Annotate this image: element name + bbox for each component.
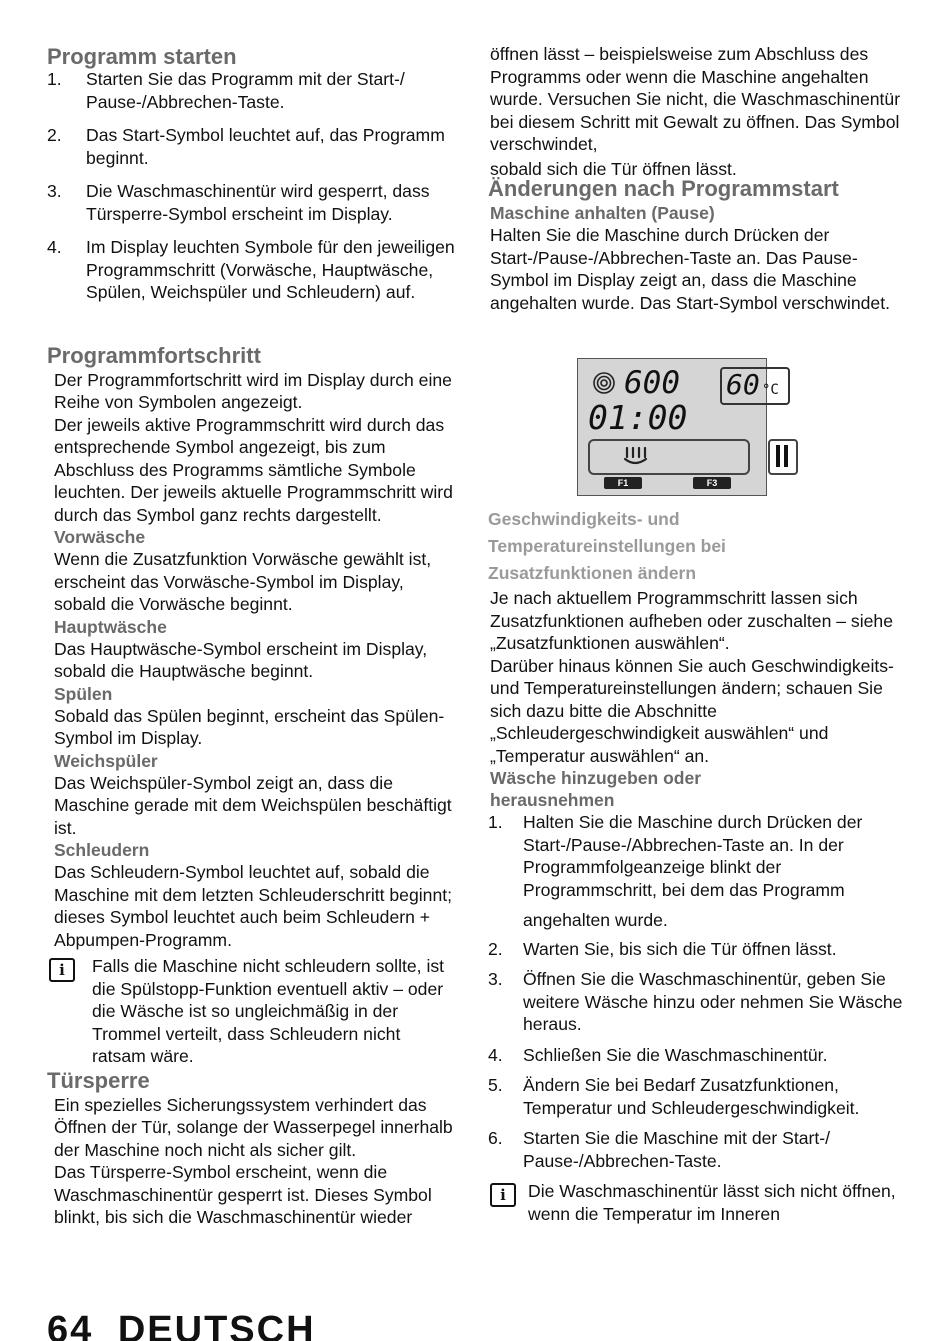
paragraph: Ein spezielles Sicherungssystem verhindert das Öffnen der Tür, solange der Wasserpegel innerhalb der Maschine noch nicht als sicher gilt. bbox=[54, 1094, 453, 1160]
left-column bbox=[47, 0, 457, 1229]
footer-language: DEUTSCH bbox=[117, 1309, 316, 1341]
list-item: 3. Öffnen Sie die Waschmaschinentür, geben Sie weitere Wäsche hinzu oder nehmen Sie Wäsche heraus. bbox=[488, 969, 903, 1034]
paragraph: Halten Sie die Maschine durch Drücken der Start-/Pause-/Abbrechen-Taste an. Das Pause-Symbol im Display zeigt an, dass die Maschine angehalten wurde. Das Start-Symbol verschwindet. bbox=[490, 225, 890, 313]
info-icon: i bbox=[49, 958, 75, 982]
laundry-steps-list bbox=[488, 811, 908, 1172]
section-title-programm-starten: Programm starten bbox=[47, 44, 237, 69]
subheading-speed: Geschwindigkeits- und Temperatureinstellungen bei Zusatzfunktionen ändern bbox=[488, 509, 726, 583]
paragraph: Darüber hinaus können Sie auch Geschwindigkeits- und Temperatureinstellungen ändern; schauen Sie sich dazu bitte die Abschnitte „Schleudergeschwindigkeit auswählen“ und „Temperatur auswählen“ an. bbox=[490, 655, 894, 766]
subheading-laundry: Wäsche hinzugeben oder herausnehmen bbox=[490, 768, 701, 810]
pause-symbol bbox=[768, 439, 798, 475]
paragraph: Sobald das Spülen beginnt, erscheint das Spülen-Symbol im Display. bbox=[54, 705, 445, 748]
list-item: 5. Ändern Sie bei Bedarf Zusatzfunktionen, Temperatur und Schleudergeschwindigkeit. bbox=[488, 1075, 860, 1118]
right-column bbox=[488, 0, 908, 1225]
subheading-hauptwaesche: Hauptwäsche bbox=[54, 616, 167, 637]
section-title-aenderungen: Änderungen nach Programmstart bbox=[488, 176, 839, 201]
list-item: 2. Das Start-Symbol leuchtet auf, das Programm beginnt. bbox=[47, 125, 445, 168]
paragraph: öffnen lässt – beispielsweise zum Abschluss des Programms oder wenn die Maschine angehalten wurde. Versuchen Sie nicht, die Waschmaschinentür bei diesem Schritt mit Gewalt zu öffnen. Das Symbol verschwindet, bbox=[490, 44, 901, 154]
list-item: 1. Halten Sie die Maschine durch Drücken der Start-/Pause-/Abbrechen-Taste an. In der Programmfolgeanzeige blinkt der Programmschritt, bei dem das Programm angehalten wurde. bbox=[488, 812, 863, 930]
f1-button[interactable]: F1 bbox=[604, 477, 642, 489]
section-title-programmfortschritt: Programmfortschritt bbox=[47, 342, 261, 368]
section-title-tuersperre: Türsperre bbox=[47, 1067, 150, 1093]
subheading-weichspueler: Weichspüler bbox=[54, 750, 158, 771]
list-item: 4. Im Display leuchten Symbole für den jeweiligen Programmschritt (Vorwäsche, Hauptwäsche, Spülen, Weichspüler und Schleudern) auf. bbox=[47, 237, 455, 302]
spin-icon bbox=[592, 371, 616, 395]
list-item: 6. Starten Sie die Maschine mit der Start-/ Pause-/Abbrechen-Taste. bbox=[488, 1128, 831, 1171]
time-readout: 01:00 bbox=[588, 398, 688, 437]
paragraph: Wenn die Zusatzfunktion Vorwäsche gewählt ist, erscheint das Vorwäsche-Symbol im Display, sobald die Vorwäsche beginnt. bbox=[54, 549, 432, 614]
paragraph: Der jeweils aktive Programmschritt wird durch das entsprechende Symbol angezeigt, bis zum Abschluss des Programms sämtliche Symbole leuchten. Der jeweils aktuelle Programmschritt wird durch das Symbol ganz rechts dargestellt. bbox=[54, 414, 453, 525]
info-note: i Falls die Maschine nicht schleudern sollte, ist die Spülstopp-Funktion eventuell aktiv – oder die Wäsche ist so ungleichmäßig in der Trommel verteilt, dass Schleudern nicht ratsam wäre. bbox=[47, 955, 457, 1068]
list-item: 2. Warten Sie, bis sich die Tür öffnen lässt. bbox=[488, 938, 837, 959]
info-note: i Die Waschmaschinentür lässt sich nicht öffnen, wenn die Temperatur im Inneren bbox=[488, 1180, 908, 1225]
page-number: 64 bbox=[47, 1309, 94, 1341]
paragraph: Das Weichspüler-Symbol zeigt an, dass die Maschine gerade mit dem Weichspülen beschäftigt ist. bbox=[54, 772, 452, 838]
temperature-unit: °C bbox=[762, 382, 779, 398]
f3-button[interactable]: F3 bbox=[693, 477, 731, 489]
temperature-readout: 60 bbox=[726, 368, 760, 401]
start-steps-list bbox=[47, 68, 457, 304]
info-icon: i bbox=[490, 1183, 516, 1207]
paragraph: Das Türsperre-Symbol erscheint, wenn die Waschmaschinentür gesperrt ist. Dieses Symbol blinkt, bis sich die Waschmaschinentür wieder bbox=[54, 1162, 432, 1227]
paragraph: Das Schleudern-Symbol leuchtet auf, sobald die Maschine mit dem letzten Schleuderschritt beginnt; dieses Symbol leuchtet auch beim Schleudern + Abpumpen-Programm. bbox=[54, 862, 453, 950]
paragraph: Der Programmfortschritt wird im Display durch eine Reihe von Symbolen angezeigt. bbox=[54, 369, 452, 412]
page-footer bbox=[47, 1300, 316, 1341]
subheading-spuelen: Spülen bbox=[54, 683, 113, 704]
list-item: 4. Schließen Sie die Waschmaschinentür. bbox=[488, 1044, 828, 1065]
temperature-box bbox=[720, 367, 790, 405]
subheading-vorwaesche: Vorwäsche bbox=[54, 527, 146, 547]
paragraph: Das Hauptwäsche-Symbol erscheint im Display, sobald die Hauptwäsche beginnt. bbox=[54, 638, 428, 681]
paragraph: Je nach aktuellem Programmschritt lassen sich Zusatzfunktionen aufheben oder zuschalten – siehe „Zusatzfunktionen auswählen“. bbox=[490, 588, 893, 653]
spin-speed-readout: 600 bbox=[624, 365, 680, 401]
washer-display-panel bbox=[577, 358, 779, 496]
list-item: 1. Starten Sie das Programm mit der Start-/ Pause-/Abbrechen-Taste. bbox=[47, 69, 405, 112]
subheading-schleudern: Schleudern bbox=[54, 840, 150, 860]
program-progress-bar bbox=[588, 439, 750, 475]
paragraph: sobald sich die Tür öffnen lässt. bbox=[490, 158, 737, 179]
subheading-pause: Maschine anhalten (Pause) bbox=[490, 203, 715, 223]
list-item: 3. Die Waschmaschinentür wird gesperrt, dass Türsperre-Symbol erscheint im Display. bbox=[47, 181, 430, 224]
main-wash-icon bbox=[622, 445, 648, 467]
